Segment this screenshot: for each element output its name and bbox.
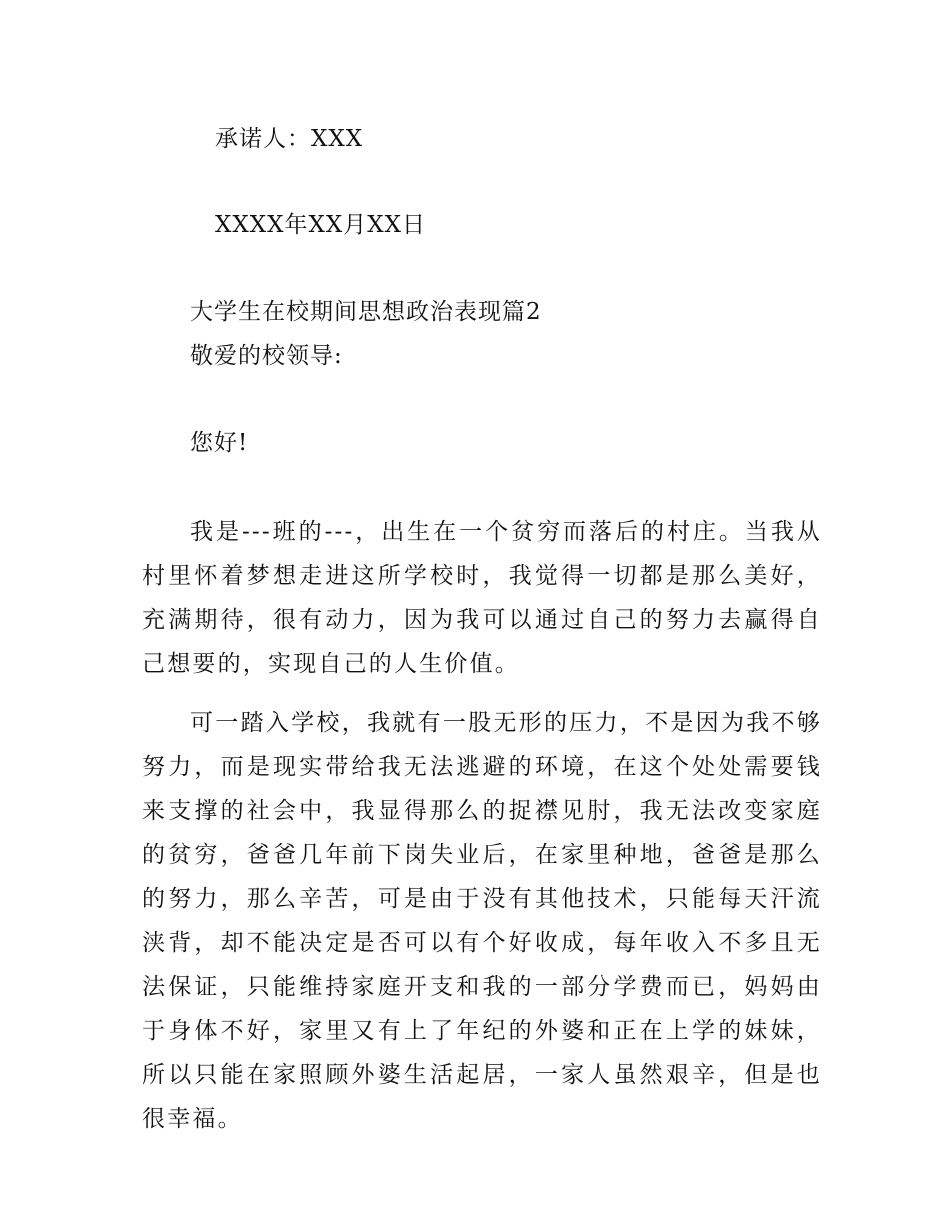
date-line: XXXX年XX月XX日 bbox=[215, 212, 426, 238]
section-title: 大学生在校期间思想政治表现篇2 bbox=[190, 299, 542, 325]
promisor-line: 承诺人：XXX bbox=[215, 126, 364, 152]
greeting: 您好! bbox=[190, 430, 249, 456]
body-paragraph: 可一踏入学校，我就有一股无形的压力，不是因为我不够努力，而是现实带给我无法逃避的环境，在这个处处需要钱来支撑的社会中，我显得那么的捉襟见肘，我无法改变家庭的贫穷，爸爸几年前下岗失业后，在家里种地，爸爸是那么的努力，那么辛苦，可是由于没有其他技术，只能每天汗流浃背，却不能决定是否可以有个好收成，每年收入不多且无法保证，只能维持家庭开支和我的一部分学费而已，妈妈由于身体不好，家里又有上了年纪的外婆和正在上学的妹妹，所以只能在家照顾外婆生活起居，一家人虽然艰辛，但是也很幸福。 bbox=[142, 710, 822, 1132]
body-paragraph: 我是---班的---，出生在一个贫穷而落后的村庄。当我从村里怀着梦想走进这所学校时，我觉得一切都是那么美好，充满期待，很有动力，因为我可以通过自己的努力去赢得自己想要的，实现自己的人生价值。 bbox=[142, 519, 822, 677]
salutation: 敬爱的校领导: bbox=[190, 343, 343, 369]
